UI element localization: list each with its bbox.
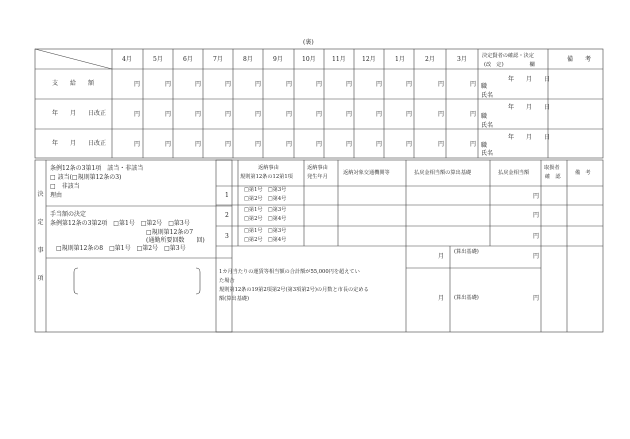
header-refund-calc: 払戻金相当額の算出基礎 bbox=[414, 170, 472, 176]
month-header: 6月 bbox=[183, 56, 193, 63]
header-handler: 取扱者 bbox=[544, 165, 560, 171]
yen-unit: 円 bbox=[438, 111, 445, 118]
yen-unit: 円 bbox=[406, 141, 413, 148]
yen-unit: 円 bbox=[376, 81, 383, 88]
decision-date: 年 月 日 bbox=[508, 104, 551, 111]
yen-unit: 円 bbox=[438, 141, 445, 148]
yen-unit: 円 bbox=[316, 81, 323, 88]
note-line: 規則第12条の19第2項第2号(第3項第2号)の月数と市長の定める bbox=[219, 287, 369, 293]
decision-post: 職 bbox=[481, 83, 488, 90]
month-header: 8月 bbox=[243, 56, 253, 63]
decision-name: 氏名 bbox=[481, 92, 494, 99]
yen-unit: 円 bbox=[376, 141, 383, 148]
yen-unit: 円 bbox=[255, 141, 262, 148]
yen-unit: 円 bbox=[165, 81, 172, 88]
month-header: 3月 bbox=[457, 56, 467, 63]
row-item-a[interactable]: □第1号 □第3号 bbox=[244, 228, 287, 234]
note-line: 1カ月当たりの運賃等相当額の合計額が55,000円を超えてい bbox=[219, 269, 360, 275]
month-header: 9月 bbox=[273, 56, 283, 63]
extra-month: 月 bbox=[438, 253, 445, 260]
row-yen: 円 bbox=[533, 233, 540, 240]
header-date-sub: 発生年月 bbox=[307, 174, 328, 180]
extra-yen: 円 bbox=[533, 253, 540, 260]
note-line: た場合 bbox=[219, 278, 235, 284]
row-yen: 円 bbox=[533, 193, 540, 200]
header-reason: 返納事由 bbox=[258, 165, 279, 171]
month-header: 5月 bbox=[153, 56, 163, 63]
yen-unit: 円 bbox=[316, 111, 323, 118]
yen-unit: 円 bbox=[316, 141, 323, 148]
yen-unit: 円 bbox=[286, 81, 293, 88]
decision-name: 氏名 bbox=[481, 150, 494, 157]
yen-unit: 円 bbox=[225, 81, 232, 88]
page-side-label: (裏) bbox=[303, 39, 314, 46]
yen-unit: 円 bbox=[470, 141, 477, 148]
month-header: 1月 bbox=[395, 56, 405, 63]
month-header: 12月 bbox=[362, 56, 376, 63]
decision-name: 氏名 bbox=[481, 122, 494, 129]
yen-unit: 円 bbox=[195, 111, 202, 118]
header-reason-sub: 規則第12条の12第1項 bbox=[240, 174, 293, 180]
extra-yen: 円 bbox=[533, 295, 540, 302]
note-line: 額(算出基礎) bbox=[219, 296, 249, 302]
yen-unit: 円 bbox=[470, 111, 477, 118]
header-handler-confirm: 確 認 bbox=[545, 174, 561, 180]
yen-unit: 円 bbox=[165, 111, 172, 118]
month-header: 7月 bbox=[213, 56, 223, 63]
yen-unit: 円 bbox=[255, 111, 262, 118]
decision-side-label: 決 定 事 項 bbox=[37, 191, 44, 282]
month-header: 4月 bbox=[122, 56, 132, 63]
yen-unit: 円 bbox=[346, 141, 353, 148]
decision-date: 年 月 日 bbox=[508, 134, 551, 141]
yen-unit: 円 bbox=[134, 111, 141, 118]
yen-unit: 円 bbox=[406, 81, 413, 88]
row-item-b[interactable]: □第2号 □第4号 bbox=[244, 237, 287, 243]
yen-unit: 円 bbox=[134, 141, 141, 148]
yen-unit: 円 bbox=[346, 81, 353, 88]
decision-subheader: (改 定) 欄 bbox=[484, 62, 535, 68]
yen-unit: 円 bbox=[470, 81, 477, 88]
month-header: 2月 bbox=[425, 56, 435, 63]
yen-unit: 円 bbox=[286, 111, 293, 118]
header-refund-amount: 払戻金相当額 bbox=[498, 170, 530, 176]
row-item-a[interactable]: □第1号 □第3号 bbox=[244, 187, 287, 193]
decision-post: 職 bbox=[481, 142, 488, 149]
yen-unit: 円 bbox=[195, 81, 202, 88]
section2-line1: 条例第12条の3第2項 □第1号 □第2号 □第3号 bbox=[50, 220, 190, 227]
yen-unit: 円 bbox=[225, 111, 232, 118]
yen-unit: 円 bbox=[165, 141, 172, 148]
yen-unit: 円 bbox=[406, 111, 413, 118]
section1-check-not-applicable[interactable]: □ 非該当 bbox=[50, 183, 80, 190]
header-date: 返納事由 bbox=[307, 165, 328, 171]
extra-basis: (算出基礎) bbox=[454, 295, 479, 301]
yen-unit: 円 bbox=[225, 141, 232, 148]
section2-line4: □規則第12条の8 □第1号 □第2号 □第3号 bbox=[56, 245, 186, 252]
month-header: 11月 bbox=[332, 56, 346, 63]
section1-reason: 理由 bbox=[50, 192, 63, 199]
section2-line2: □規則第12条の7 bbox=[146, 229, 194, 236]
yen-unit: 円 bbox=[376, 111, 383, 118]
yen-unit: 円 bbox=[195, 141, 202, 148]
yen-unit: 円 bbox=[255, 81, 262, 88]
row-item-a[interactable]: □第1号 □第3号 bbox=[244, 207, 287, 213]
row-label: 年 月 日改正 bbox=[52, 140, 107, 147]
row-number: 2 bbox=[225, 212, 229, 219]
header-remarks: 備 考 bbox=[575, 170, 591, 176]
row-label: 支 給 額 bbox=[52, 80, 95, 87]
decision-post: 職 bbox=[481, 113, 488, 120]
row-item-b[interactable]: □第2号 □第4号 bbox=[244, 216, 287, 222]
yen-unit: 円 bbox=[438, 81, 445, 88]
row-number: 1 bbox=[225, 192, 229, 199]
row-label: 年 月 日改正 bbox=[52, 110, 107, 117]
month-header: 10月 bbox=[302, 56, 316, 63]
decision-header: 決定賢者の確認・決定 bbox=[482, 53, 534, 59]
yen-unit: 円 bbox=[134, 81, 141, 88]
yen-unit: 円 bbox=[286, 141, 293, 148]
remarks-header: 備 考 bbox=[567, 56, 592, 63]
section1-check-applicable[interactable]: □ 該当(□規則第12条の3) bbox=[50, 174, 122, 181]
yen-unit: 円 bbox=[346, 111, 353, 118]
section2-title: 手当額の決定 bbox=[50, 211, 87, 218]
header-target: 返納対象交通機関等 bbox=[343, 170, 390, 176]
row-item-b[interactable]: □第2号 □第4号 bbox=[244, 196, 287, 202]
section1-title: 条例12条の3第1項 該当・非該当 bbox=[50, 165, 144, 172]
row-yen: 円 bbox=[533, 212, 540, 219]
row-number: 3 bbox=[225, 233, 229, 240]
decision-date: 年 月 日 bbox=[508, 76, 551, 83]
section2-line3: (通勤所要回数 回) bbox=[146, 237, 205, 244]
extra-month: 月 bbox=[438, 295, 445, 302]
extra-basis: (算出基礎) bbox=[454, 249, 479, 255]
